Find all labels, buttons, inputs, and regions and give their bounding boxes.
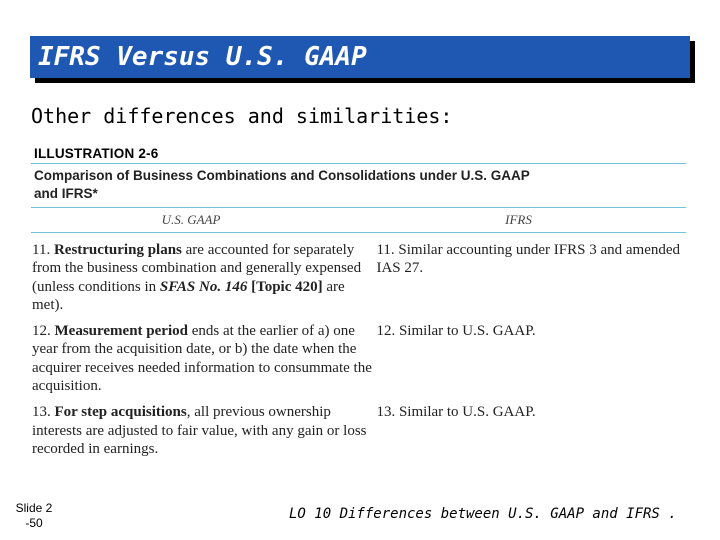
item-term: Restructuring plans xyxy=(53,242,182,258)
caption-line-1: Comparison of Business Combinations and Consolidations under U.S. GAAP xyxy=(34,168,530,183)
item-number: 13. xyxy=(32,404,55,421)
us-gaap-cell xyxy=(31,403,376,458)
item-number: 11. xyxy=(32,242,54,258)
column-header-ifrs: IFRS xyxy=(505,212,532,227)
item-text: ends at the earlier of a) one year from the acquisition date, or b) the date when the acquirer receives needed information to consummate the acquisition. xyxy=(32,323,372,395)
learning-objective: LO 10 Differences between U.S. GAAP and IFRS . xyxy=(289,506,677,522)
illustration-caption xyxy=(31,164,686,207)
comparison-row xyxy=(31,241,686,314)
item-reference: SFAS No. 146 xyxy=(159,278,248,295)
slide-number-line-2: -50 xyxy=(25,516,43,530)
ifrs-cell: 13. Similar to U.S. GAAP. xyxy=(376,404,536,421)
caption-line-2: and IFRS* xyxy=(34,186,98,201)
item-text-tail: are met). xyxy=(32,278,345,313)
us-gaap-cell xyxy=(31,241,376,314)
illustration-label: ILLUSTRATION 2-6 xyxy=(34,146,159,161)
item-text: are accounted for separately from the business combination and generally expensed (unless conditions in xyxy=(32,242,362,295)
comparison-row xyxy=(31,403,686,458)
us-gaap-cell xyxy=(31,322,376,395)
divider xyxy=(31,232,686,233)
item-term: For step acquisitions xyxy=(54,404,187,421)
item-number: 12. xyxy=(32,323,55,340)
page-title: IFRS Versus U.S. GAAP xyxy=(30,36,690,78)
slide-number-line-1: Slide 2 xyxy=(15,501,53,515)
item-text: , all previous ownership interests are adjusted to fair value, with any gain or loss recorded in earnings. xyxy=(32,404,367,457)
item-term: Measurement period xyxy=(54,323,188,340)
column-headers xyxy=(31,208,686,232)
slide-number xyxy=(14,501,54,531)
column-header-us-gaap: U.S. GAAP xyxy=(161,212,221,227)
ifrs-cell: 11. Similar accounting under IFRS 3 and amended IAS 27. xyxy=(376,242,681,277)
ifrs-cell: 12. Similar to U.S. GAAP. xyxy=(376,323,536,340)
comparison-row xyxy=(31,322,686,395)
subtitle: Other differences and similarities: xyxy=(31,104,453,128)
illustration xyxy=(31,144,686,458)
item-reference-topic: [Topic 420] xyxy=(247,278,323,295)
